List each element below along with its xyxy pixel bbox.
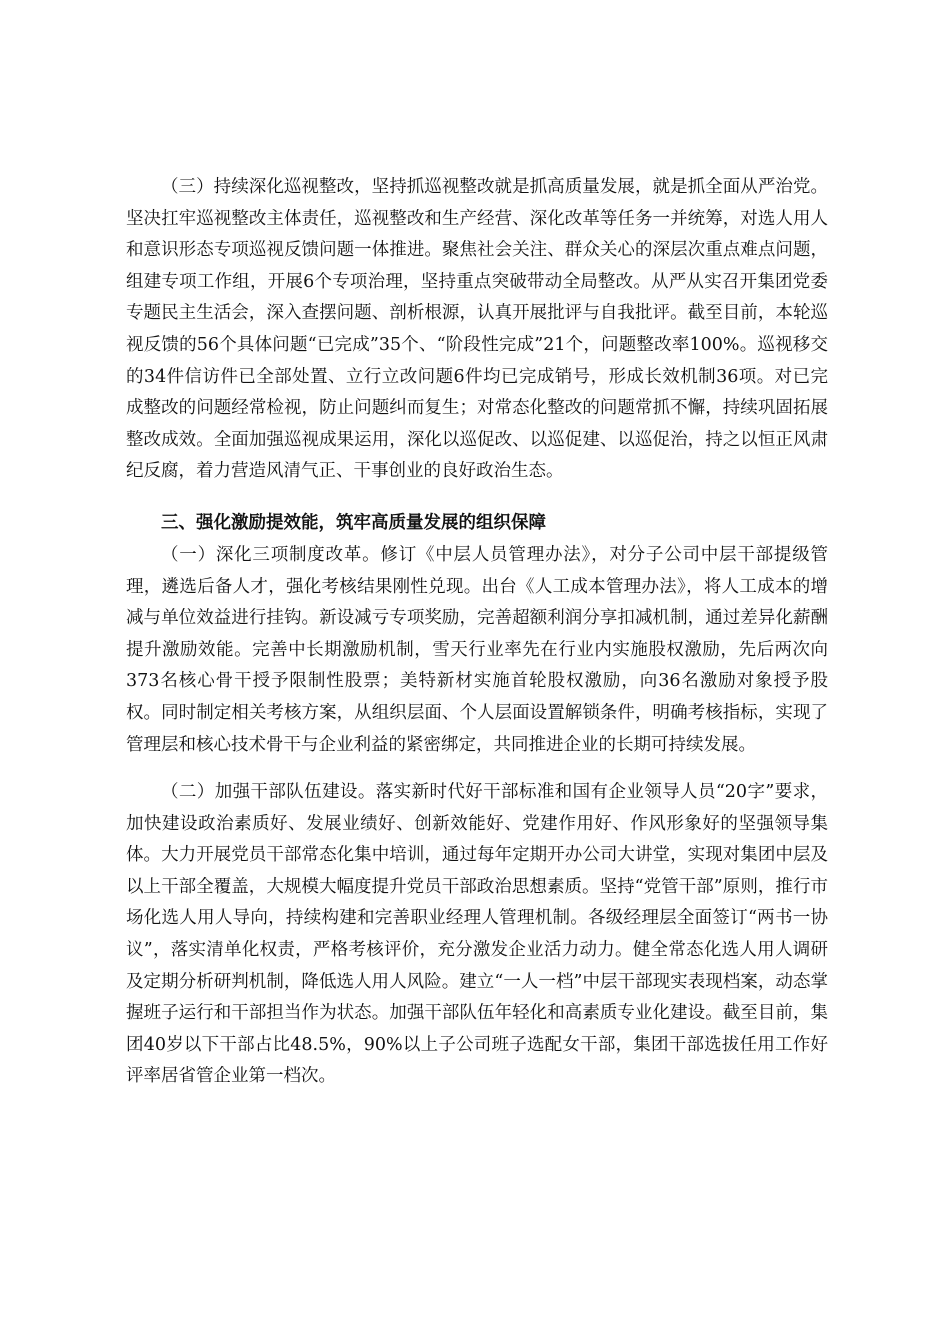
paragraph-gap xyxy=(126,761,828,777)
section-heading: 三、强化激励提效能，筑牢高质量发展的组织保障 xyxy=(161,512,546,533)
paragraph-three-systems-reform: （一）深化三项制度改革。修订《中层人员管理办法》，对分子公司中层干部提级管理，遴选后备人才，强化考核结果刚性兑现。出台《人工成本管理办法》，将人工成本的增减与单位效益进行挂钩。新设减亏专项奖励，完善超额利润分享扣减机制，通过差异化薪酬提升激励效能。完善中长期激励机制，雪天行业率先在行业内实施股权激励，先后两次向373名核心骨干授予限制性股票；美特新材实施首轮股权激励，向36名激励对象授予股权。同时制定相关考核方案，从组织层面、个人层面设置解锁条件，明确考核指标，实现了管理层和核心技术骨干与企业利益的紧密绑定，共同推进企业的长期可持续发展。 xyxy=(126,544,828,755)
paragraph-gap xyxy=(126,488,828,504)
paragraph-inspection-rectification: （三）持续深化巡视整改，坚持抓巡视整改就是抓高质量发展，就是抓全面从严治党。坚决扛牢巡视整改主体责任，巡视整改和生产经营、深化改革等任务一并统筹，对选人用人和意识形态专项巡视反馈问题一体推进。聚焦社会关注、群众关心的深层次重点难点问题，组建专项工作组，开展6个专项治理，坚持重点突破带动全局整改。从严从实召开集团党委专题民主生活会，深入查摆问题、剖析根源，认真开展批评与自我批评。截至目前，本轮巡视反馈的56个具体问题“已完成”35个、“阶段性完成”21个，问题整改率100%。巡视移交的34件信访件已全部处置、立行立改问题6件均已完成销号，形成长效机制36项。对已完成整改的问题经常检视，防止问题纠而复生；对常态化整改的问题常抓不懈，持续巩固拓展整改成效。全面加强巡视成果运用，深化以巡促改、以巡促建、以巡促治，持之以恒正风肃纪反腐，着力营造风清气正、干事创业的良好政治生态。 xyxy=(126,177,828,482)
document-body xyxy=(126,172,828,1093)
paragraph-cadre-team-building: （二）加强干部队伍建设。落实新时代好干部标准和国有企业领导人员“20字”要求，加快建设政治素质好、发展业绩好、创新效能好、党建作用好、作风形象好的坚强领导集体。大力开展党员干部常态化集中培训，通过每年定期开办公司大讲堂，实现对集团中层及以上干部全覆盖，大规模大幅度提升党员干部政治思想素质。坚持“党管干部”原则，推行市场化选人用人导向，持续构建和完善职业经理人管理机制。各级经理层全面签订“两书一协议”，落实清单化权责，严格考核评价，充分激发企业活力动力。健全常态化选人用人调研及定期分析研判机制，降低选人用人风险。建立“一人一档”中层干部现实表现档案，动态掌握班子运行和干部担当作为状态。加强干部队伍年轻化和高素质专业化建设。截至目前，集团40岁以下干部占比48.5%，90%以上子公司班子选配女干部，集团干部选拔任用工作好评率居省管企业第一档次。 xyxy=(126,782,828,1087)
